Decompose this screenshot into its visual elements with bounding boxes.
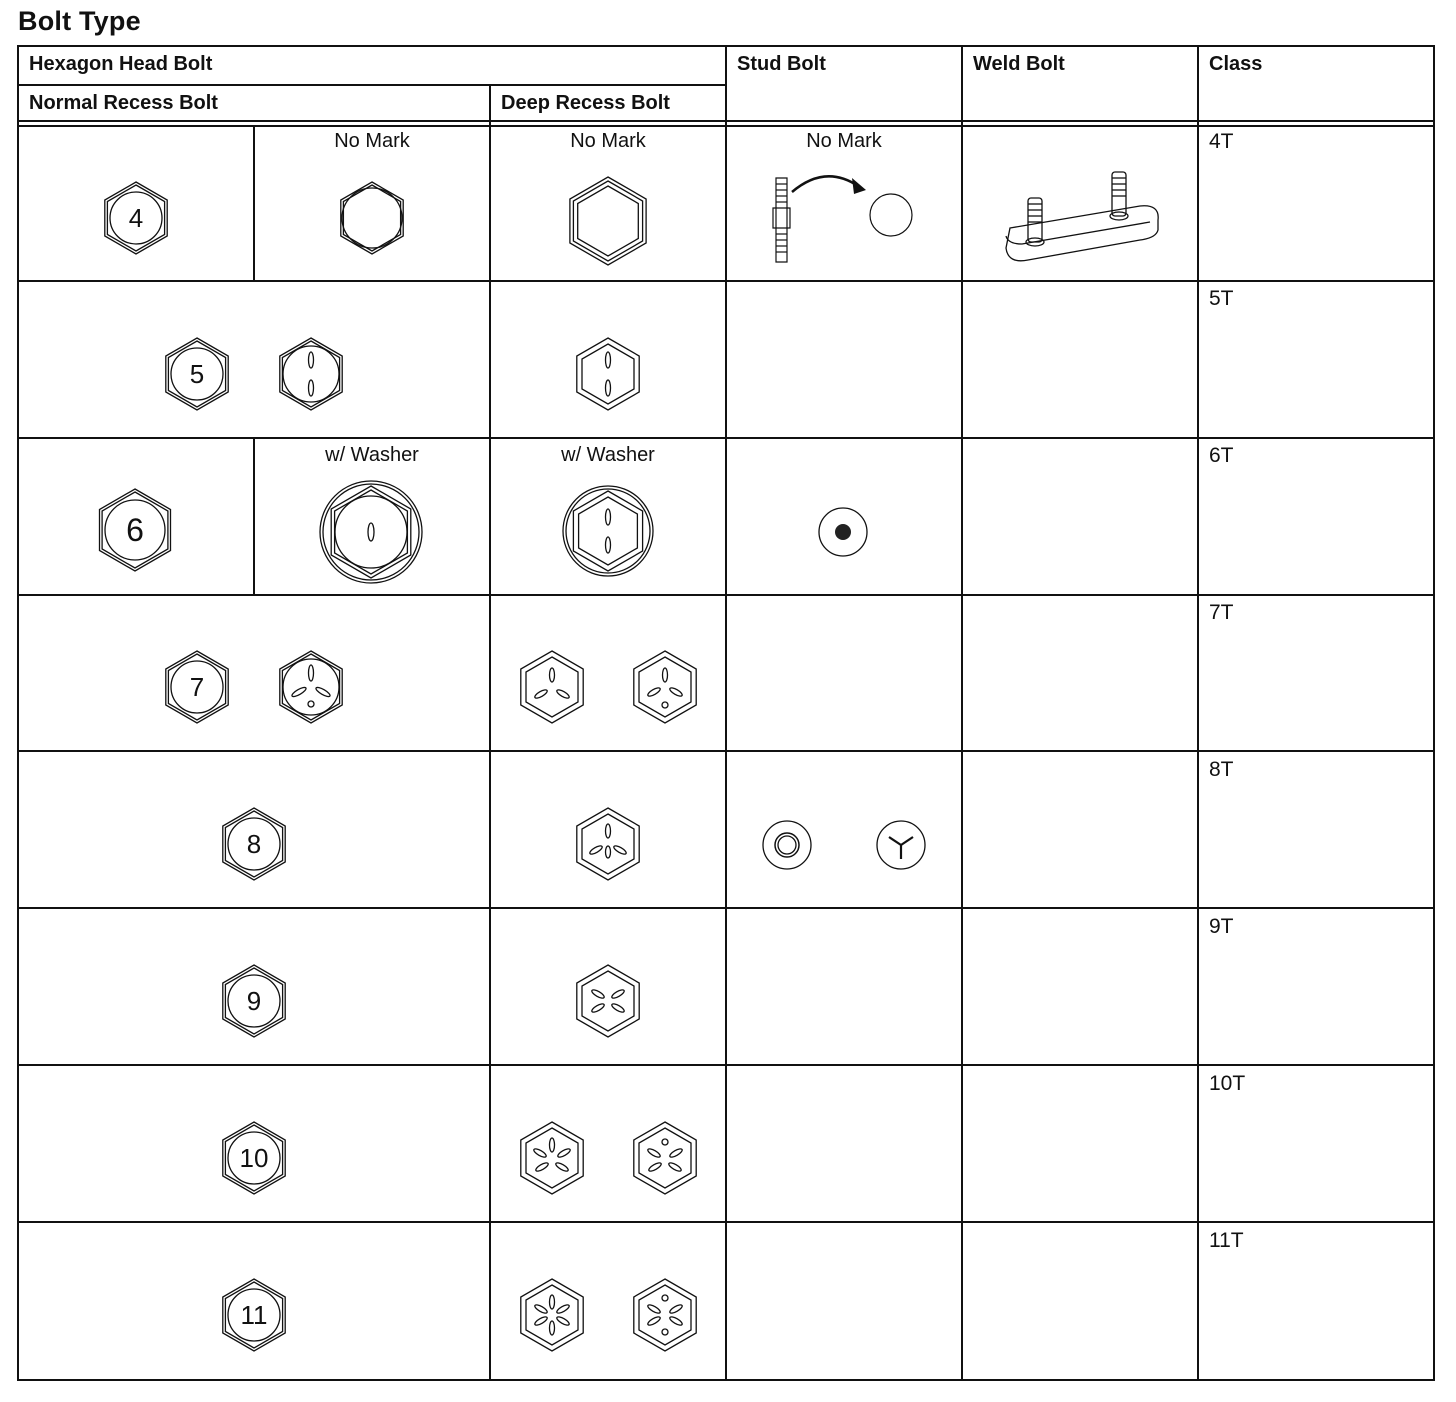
hex-head-three-marks-icon xyxy=(276,649,346,725)
class-6t: 6T xyxy=(1209,444,1234,467)
bolt-number-6: 6 xyxy=(126,512,144,548)
bolt-head-8-icon xyxy=(219,806,289,882)
deep-recess-six-marks-icon xyxy=(517,1277,587,1353)
header-deep-recess-bolt: Deep Recess Bolt xyxy=(501,92,670,114)
hex-head-washer-icon xyxy=(318,480,424,584)
hex-head-two-marks-icon xyxy=(276,336,346,412)
label-no-mark-stud: No Mark xyxy=(806,130,882,152)
bolt-head-9-icon xyxy=(219,963,289,1039)
bolt-number-9: 9 xyxy=(246,986,262,1016)
deep-recess-no-mark-icon xyxy=(566,175,650,267)
page-title: Bolt Type xyxy=(18,6,141,36)
class-9t: 9T xyxy=(1209,915,1234,938)
bolt-head-5-icon xyxy=(162,336,232,412)
stud-bolt-y-mark-icon xyxy=(874,818,928,872)
bolt-head-6-icon xyxy=(96,487,174,573)
bolt-number-10: 10 xyxy=(239,1143,269,1173)
bolt-number-11: 11 xyxy=(240,1300,268,1330)
label-no-mark-normal: No Mark xyxy=(334,130,410,152)
deep-recess-five-marks-icon xyxy=(517,1120,587,1196)
bolt-number-8: 8 xyxy=(246,829,262,859)
class-10t: 10T xyxy=(1209,1072,1246,1095)
label-no-mark-deep: No Mark xyxy=(570,130,646,152)
deep-recess-two-marks-icon xyxy=(574,336,642,412)
deep-recess-three-marks-icon xyxy=(517,649,587,725)
header-normal-recess-bolt: Normal Recess Bolt xyxy=(29,92,218,114)
stud-bolt-ring-mark-icon xyxy=(760,818,814,872)
stud-bolt-no-mark-icon xyxy=(770,166,920,266)
class-11t: 11T xyxy=(1209,1229,1244,1252)
bolt-number-7: 7 xyxy=(189,672,205,702)
stud-bolt-dot-mark-icon xyxy=(816,505,870,559)
weld-bolt-icon xyxy=(1000,168,1165,268)
deep-recess-four-marks-icon xyxy=(574,806,642,882)
header-weld-bolt: Weld Bolt xyxy=(973,53,1065,75)
header-class: Class xyxy=(1209,53,1263,75)
deep-recess-three-marks-dot-icon xyxy=(630,649,700,725)
deep-recess-washer-icon xyxy=(562,483,654,579)
class-5t: 5T xyxy=(1209,287,1234,310)
class-4t: 4T xyxy=(1209,130,1234,153)
label-washer-normal: w/ Washer xyxy=(325,444,419,466)
bolt-head-7-icon xyxy=(162,649,232,725)
header-stud-bolt: Stud Bolt xyxy=(737,53,826,75)
bolt-head-10-icon xyxy=(219,1120,289,1196)
header-hexagon-head-bolt: Hexagon Head Bolt xyxy=(29,53,213,75)
bolt-number-5: 5 xyxy=(189,359,205,389)
class-7t: 7T xyxy=(1209,601,1234,624)
bolt-number-4: 4 xyxy=(128,203,144,233)
deep-recess-five-marks-dot-icon xyxy=(630,1120,700,1196)
class-8t: 8T xyxy=(1209,758,1234,781)
bolt-head-4-icon xyxy=(101,180,171,256)
hex-head-no-mark-icon xyxy=(337,180,407,256)
deep-recess-six-marks-dots-icon xyxy=(630,1277,700,1353)
deep-recess-x-marks-icon xyxy=(574,963,642,1039)
label-washer-deep: w/ Washer xyxy=(561,444,655,466)
bolt-head-11-icon xyxy=(219,1277,289,1353)
